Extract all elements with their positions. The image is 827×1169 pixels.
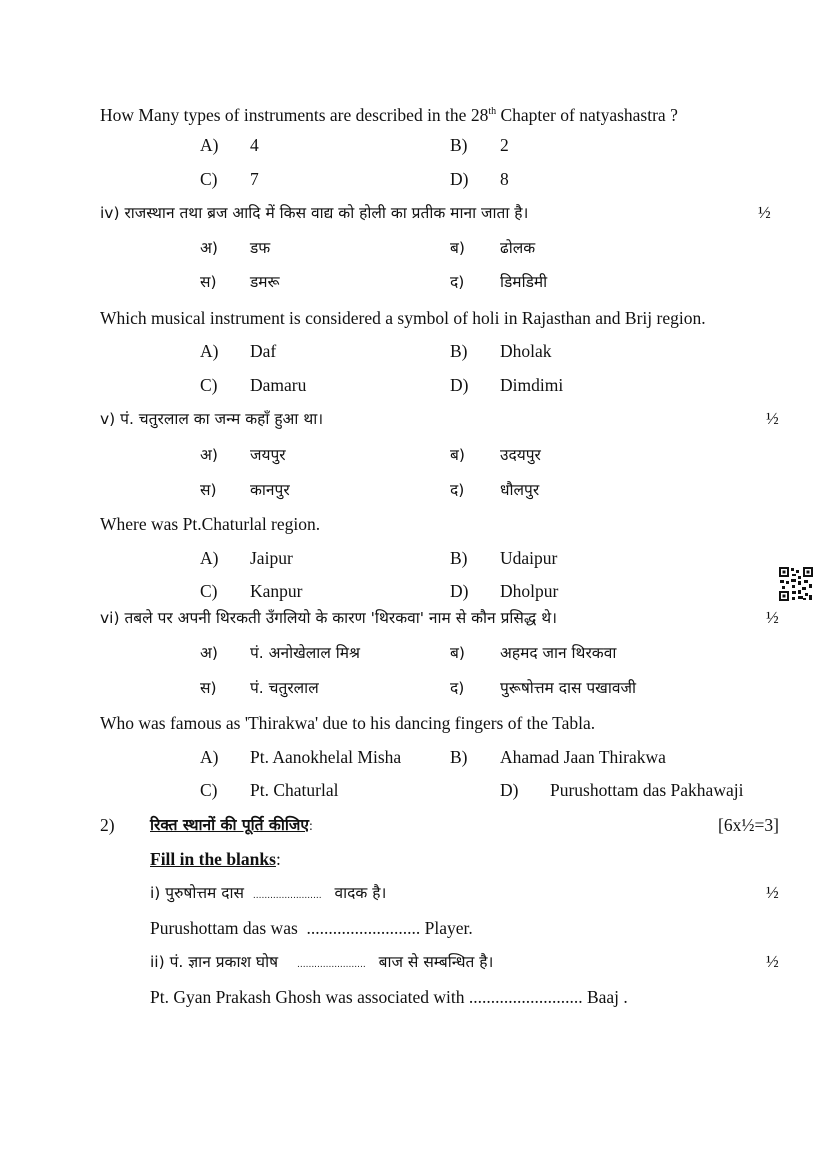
option-text: धौलपुर [500, 481, 540, 499]
question-text: Who was famous as 'Thirakwa' due to his dancing fingers of the Tabla. [100, 713, 596, 733]
question-text-hindi: v) पं. चतुरलाल का जन्म कहाँ हुआ था। [100, 410, 324, 428]
option-text: पुरूषोत्तम दास पखावजी [500, 679, 637, 697]
fill-blank-hindi: ii) पं. ज्ञान प्रकाश घोष ........................ बाज से सम्बन्धित है। [150, 953, 494, 971]
fill-blank-hindi: i) पुरुषोत्तम दास ........................ वादक है। [150, 884, 387, 902]
option-label: D) [450, 581, 469, 601]
option-label: D) [450, 169, 469, 189]
option-label: ब) [450, 446, 465, 464]
section-marks: [6x½=3] [718, 815, 779, 835]
option-text: अहमद जान थिरकवा [500, 644, 617, 662]
option-label: स) [200, 679, 217, 697]
marks: ½ [766, 409, 779, 428]
fill-blank-english: Pt. Gyan Prakash Ghosh was associated with .......................... Baaj . [150, 987, 628, 1007]
option-text: 8 [500, 169, 509, 189]
option-label: द) [450, 679, 465, 697]
section-title-hindi: रिक्त स्थानों की पूर्ति कीजिए: [150, 816, 313, 834]
option-label: A) [200, 747, 219, 767]
option-text: पं. चतुरलाल [250, 679, 319, 697]
option-text: Kanpur [250, 581, 303, 601]
option-label: ब) [450, 644, 465, 662]
option-text: Daf [250, 341, 277, 361]
marks: ½ [758, 203, 771, 222]
marks: ½ [766, 608, 779, 627]
option-text: डमरू [250, 273, 280, 291]
option-label: स) [200, 273, 217, 291]
option-label: B) [450, 135, 468, 155]
option-text: 4 [250, 135, 259, 155]
qr-code-icon [778, 566, 814, 602]
section-number: 2) [100, 815, 115, 835]
option-text: Ahamad Jaan Thirakwa [500, 747, 666, 767]
blank: ........................ [252, 891, 322, 901]
option-label: D) [450, 375, 469, 395]
option-text: जयपुर [250, 446, 286, 464]
option-text: Purushottam das Pakhawaji [550, 780, 744, 800]
option-label: A) [200, 135, 219, 155]
option-text: Dholak [500, 341, 552, 361]
option-text: Pt. Chaturlal [250, 780, 339, 800]
option-text: ढोलक [500, 239, 536, 257]
option-label: ब) [450, 239, 465, 257]
marks: ½ [766, 952, 779, 971]
option-label: अ) [200, 644, 218, 662]
question-text: How Many types of instruments are described in the 28th Chapter of natyashastra ? [100, 104, 678, 125]
option-text: 2 [500, 135, 509, 155]
option-text: Udaipur [500, 548, 558, 568]
option-label: D) [500, 780, 519, 800]
option-label: द) [450, 273, 465, 291]
blank: ........................ [297, 960, 366, 970]
option-label: A) [200, 548, 219, 568]
option-label: B) [450, 341, 468, 361]
option-text: Dholpur [500, 581, 559, 601]
option-label: C) [200, 375, 218, 395]
option-label: अ) [200, 239, 218, 257]
option-text: 7 [250, 169, 259, 189]
option-label: अ) [200, 446, 218, 464]
option-label: B) [450, 548, 468, 568]
superscript: th [488, 106, 497, 117]
option-text: Jaipur [250, 548, 293, 568]
option-label: द) [450, 481, 465, 499]
option-label: A) [200, 341, 219, 361]
question-text-hindi: vi) तबले पर अपनी थिरकती उँगलियो के कारण 'थिरकवा' नाम से कौन प्रसिद्ध थे। [100, 609, 557, 627]
option-label: B) [450, 747, 468, 767]
option-text: कानपुर [250, 481, 290, 499]
option-text: डफ [250, 239, 271, 257]
option-text: Dimdimi [500, 375, 564, 395]
option-label: C) [200, 780, 218, 800]
marks: ½ [766, 883, 779, 902]
option-text: Pt. Aanokhelal Misha [250, 747, 402, 767]
section-title: Fill in the blanks: [150, 849, 281, 869]
question-text: Which musical instrument is considered a symbol of holi in Rajasthan and Brij region. [100, 308, 706, 328]
option-label: C) [200, 169, 218, 189]
option-text: पं. अनोखेलाल मिश्र [250, 644, 361, 662]
fill-blank-english: Purushottam das was .......................... Player. [150, 918, 473, 938]
option-text: डिमडिमी [500, 273, 548, 291]
question-text: Where was Pt.Chaturlal region. [100, 514, 321, 534]
option-label: स) [200, 481, 217, 499]
option-text: उदयपुर [500, 446, 541, 464]
option-label: C) [200, 581, 218, 601]
question-text-hindi: iv) राजस्थान तथा ब्रज आदि में किस वाद्य को होली का प्रतीक माना जाता है। [100, 204, 529, 222]
option-text: Damaru [250, 375, 307, 395]
